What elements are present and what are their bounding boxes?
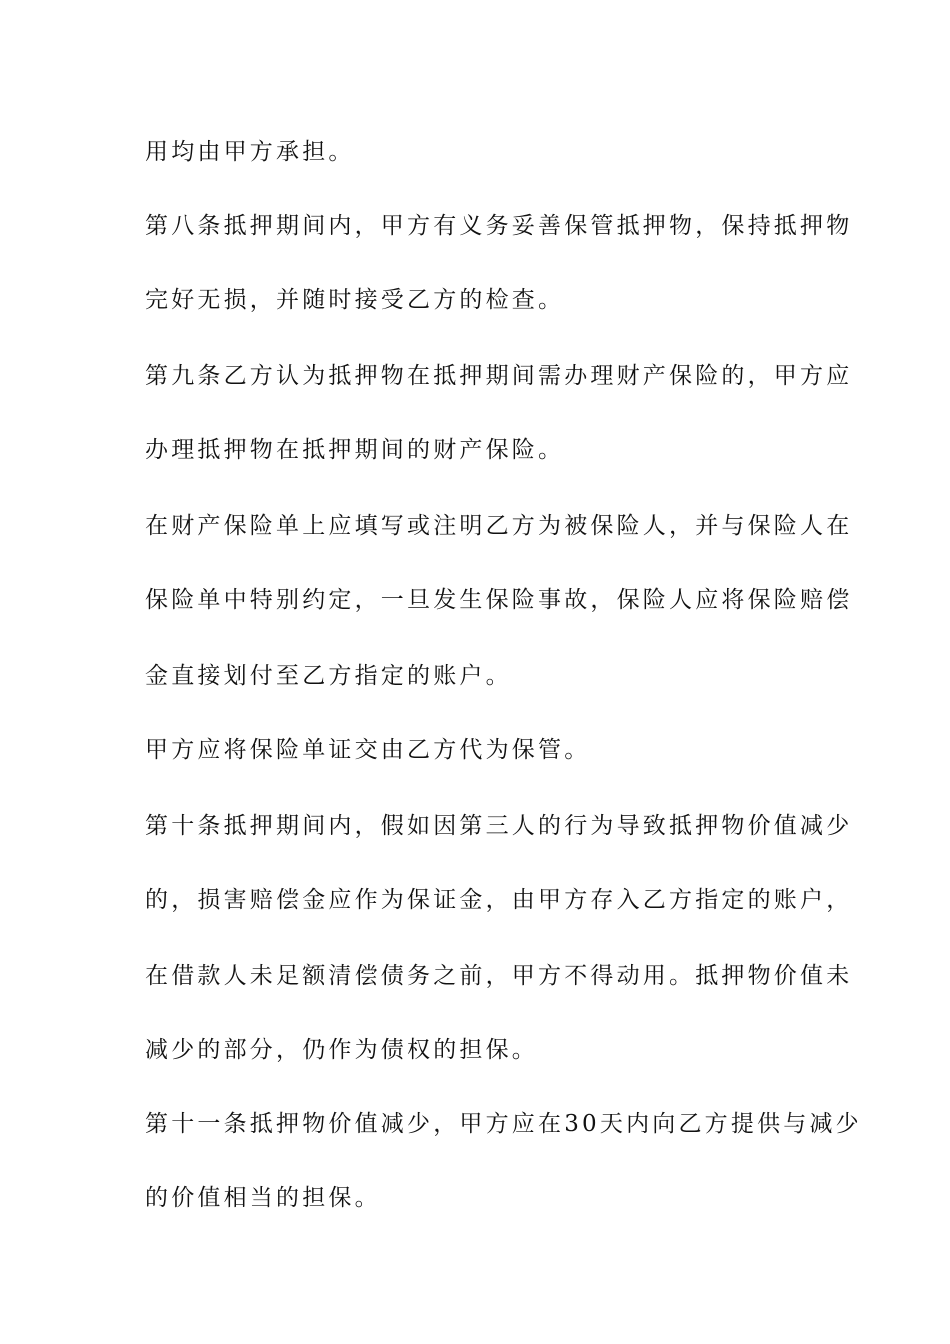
text-line-6: 在财产保险单上应填写或注明乙方为被保险人，并与保险人在 [145,513,853,539]
text-line-15: 的价值相当的担保。 [145,1185,381,1211]
text-line-7: 保险单中特别约定，一旦发生保险事故，保险人应将保险赔偿 [145,587,853,613]
text-line-13: 减少的部分，仍作为债权的担保。 [145,1037,538,1063]
text-line-2: 第八条抵押期间内，甲方有义务妥善保管抵押物，保持抵押物 [145,213,853,239]
text-line-10: 第十条抵押期间内，假如因第三人的行为导致抵押物价值减少 [145,813,853,839]
text-line-4: 第九条乙方认为抵押物在抵押期间需办理财产保险的，甲方应 [145,363,853,389]
text-line-1: 用均由甲方承担。 [145,139,355,165]
text-line-9: 甲方应将保险单证交由乙方代为保管。 [145,737,591,763]
text-line-11: 的，损害赔偿金应作为保证金，由甲方存入乙方指定的账户， [145,887,853,913]
text-line-14: 第十一条抵押物价值减少，甲方应在30天内向乙方提供与减少 [145,1111,862,1137]
text-line-5: 办理抵押物在抵押期间的财产保险。 [145,437,565,463]
text-line-12: 在借款人未足额清偿债务之前，甲方不得动用。抵押物价值未 [145,963,853,989]
text-line-8: 金直接划付至乙方指定的账户。 [145,663,512,689]
text-line-3: 完好无损，并随时接受乙方的检查。 [145,287,565,313]
